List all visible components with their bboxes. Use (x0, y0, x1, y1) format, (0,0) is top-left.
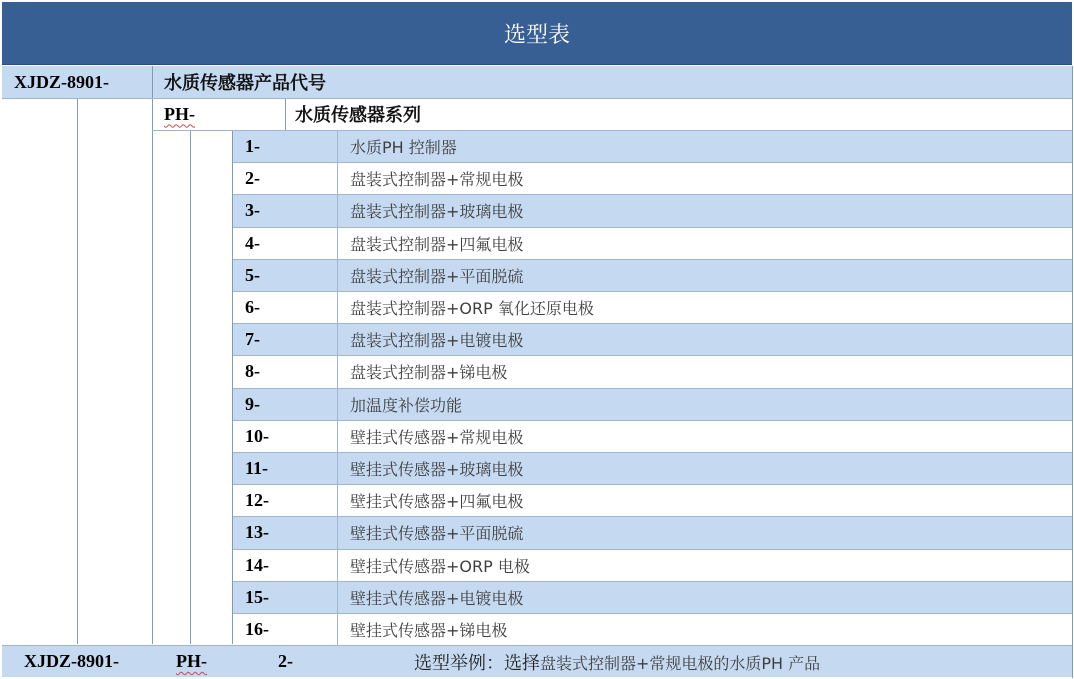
example-text-body: 盘装式控制器+常规电极的水质PH 产品 (540, 653, 821, 673)
option-code-cell (233, 163, 337, 195)
option-label: 壁挂式传感器+四氟电极 (350, 492, 524, 512)
option-code: 14- (245, 554, 269, 575)
example-option-code: 2- (278, 651, 293, 671)
option-code-cell (233, 228, 337, 260)
option-label-cell (337, 163, 1072, 195)
option-label-cell (337, 389, 1072, 421)
column-divider (190, 130, 191, 644)
column-divider (285, 98, 286, 130)
option-code: 6- (245, 297, 260, 318)
option-label-cell (337, 421, 1072, 453)
option-code-cell (233, 324, 337, 356)
series-code: PH- (164, 103, 195, 124)
product-label: 水质传感器产品代号 (164, 73, 326, 94)
option-code: 7- (245, 329, 260, 350)
product-code: XJDZ-8901- (14, 71, 109, 92)
series-label: 水质传感器系列 (295, 105, 421, 126)
option-code-cell (233, 292, 337, 324)
example-series-code: PH- (176, 651, 207, 671)
option-code-cell (233, 517, 337, 549)
product-label-cell (152, 66, 1072, 98)
series-code-cell (152, 98, 285, 130)
example-text (414, 649, 820, 675)
option-label: 壁挂式传感器+平面脱硫 (350, 524, 524, 544)
option-label-cell (337, 324, 1072, 356)
option-code: 2- (245, 168, 260, 189)
option-code: 15- (245, 586, 269, 607)
option-label-cell (337, 550, 1072, 582)
column-divider (232, 130, 233, 644)
option-label: 盘装式控制器+锑电极 (350, 363, 508, 383)
option-code-cell (233, 131, 337, 163)
option-label: 盘装式控制器+ORP 氧化还原电极 (350, 299, 594, 319)
example-row (2, 645, 1072, 677)
option-label: 盘装式控制器+平面脱硫 (350, 266, 524, 286)
option-code: 13- (245, 522, 269, 543)
option-label-cell (337, 228, 1072, 260)
example-text-prefix: 选型举例：选择 (414, 652, 540, 674)
option-label: 盘装式控制器+电镀电极 (350, 331, 524, 351)
option-code: 16- (245, 619, 269, 640)
option-code: 10- (245, 425, 269, 446)
column-divider (152, 66, 153, 644)
option-label: 壁挂式传感器+锑电极 (350, 621, 508, 641)
option-code: 8- (245, 361, 260, 382)
option-code-cell (233, 550, 337, 582)
option-code: 12- (245, 490, 269, 511)
series-label-cell (285, 98, 1072, 130)
option-code: 9- (245, 393, 260, 414)
option-label-cell (337, 582, 1072, 614)
option-code-cell (233, 582, 337, 614)
option-code: 1- (245, 136, 260, 157)
option-label: 壁挂式传感器+常规电极 (350, 427, 524, 447)
option-code-cell (233, 389, 337, 421)
option-code: 5- (245, 264, 260, 285)
option-code: 3- (245, 200, 260, 221)
option-label-cell (337, 131, 1072, 163)
option-label-cell (337, 453, 1072, 485)
option-label: 壁挂式传感器+电镀电极 (350, 588, 524, 608)
option-label-cell (337, 356, 1072, 388)
option-code-cell (233, 453, 337, 485)
option-label: 加温度补偿功能 (350, 395, 463, 415)
option-code: 11- (245, 458, 269, 479)
option-code-cell (233, 421, 337, 453)
option-label: 水质PH 控制器 (350, 138, 457, 158)
option-label: 盘装式控制器+常规电极 (350, 170, 524, 190)
option-label: 盘装式控制器+玻璃电极 (350, 202, 524, 222)
option-label-cell (337, 485, 1072, 517)
option-code-cell (233, 356, 337, 388)
option-label-cell (337, 260, 1072, 292)
option-label: 盘装式控制器+四氟电极 (350, 234, 524, 254)
option-code-cell (233, 195, 337, 227)
table-title: 选型表 (2, 2, 1072, 65)
option-code-cell (233, 614, 337, 646)
column-divider (77, 98, 78, 644)
column-divider (1072, 66, 1073, 678)
example-product-code: XJDZ-8901- (24, 651, 119, 671)
option-code: 4- (245, 232, 260, 253)
option-label-cell (337, 195, 1072, 227)
option-label-cell (337, 517, 1072, 549)
product-code-cell (2, 66, 152, 98)
row-divider (2, 98, 1072, 99)
option-label: 壁挂式传感器+玻璃电极 (350, 460, 524, 480)
option-label-cell (337, 292, 1072, 324)
option-label: 壁挂式传感器+ORP 电极 (350, 556, 530, 576)
option-code-cell (233, 485, 337, 517)
row-divider (152, 130, 1072, 131)
option-code-cell (233, 260, 337, 292)
option-label-cell (337, 614, 1072, 646)
